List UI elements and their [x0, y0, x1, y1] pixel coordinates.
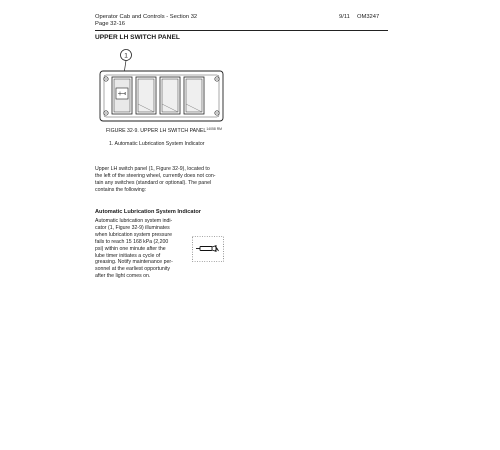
header-page-number: Page 32-16: [95, 21, 125, 27]
text-line: sonnel at the earliest opportunity: [95, 266, 170, 273]
text-line: tain any switches (standard or optional). The panel: [95, 179, 212, 186]
blank-slot: [136, 77, 156, 114]
subsection-paragraph: [95, 218, 187, 280]
blank-slot: [184, 77, 204, 114]
header-date: 9/11: [339, 14, 350, 20]
figure-caption: FIGURE 32-9. UPPER LH SWITCH PANEL: [106, 128, 207, 134]
section-title: UPPER LH SWITCH PANEL: [95, 34, 180, 41]
figure-image-code: 14058 RM: [206, 127, 222, 131]
text-line: lube timer initiates a cycle of: [95, 252, 161, 259]
running-header: [95, 14, 197, 28]
text-line: the left of the steering wheel, currently does not con-: [95, 172, 216, 179]
text-line: contains the following:: [95, 186, 147, 193]
figure-legend-item: 1. Automatic Lubrication System Indicator: [109, 141, 205, 147]
indicator-slot: [112, 77, 132, 114]
header-rule: [95, 30, 388, 31]
text-line: fails to reach 15 168 kPa (2,200: [95, 238, 169, 245]
text-line: after the light comes on.: [95, 273, 151, 280]
subsection-heading: Automatic Lubrication System Indicator: [95, 209, 201, 215]
switch-panel-figure: [95, 44, 235, 134]
intro-paragraph: [95, 166, 237, 194]
callout-number: 1: [124, 52, 128, 60]
header-doc-number: OM3247: [357, 14, 380, 20]
header-section-title: Operator Cab and Controls - Section 32: [95, 14, 198, 20]
text-line: cator (1, Figure 32-9) illuminates: [95, 224, 170, 231]
text-line: greasing. Notify maintenance per-: [95, 259, 173, 266]
text-line: Automatic lubrication system indi-: [95, 218, 173, 224]
text-line: when lubrication system pressure: [95, 231, 172, 238]
text-line: Upper LH switch panel (1, Figure 32-9), located to: [95, 166, 210, 172]
text-line: psi) within one minute after the: [95, 245, 166, 252]
lube-gun-icon: [192, 236, 224, 262]
blank-slot: [160, 77, 180, 114]
